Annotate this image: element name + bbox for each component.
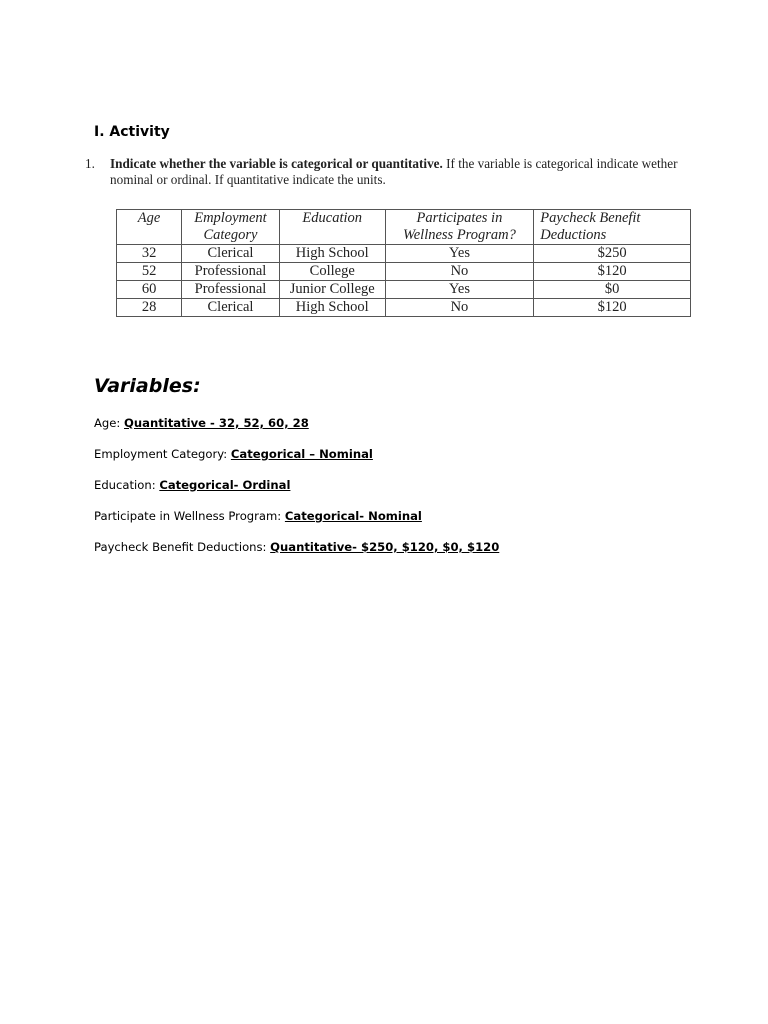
section-heading: I. Activity	[94, 124, 170, 140]
cell-education: Junior College	[279, 281, 385, 299]
cell-age: 28	[117, 299, 182, 317]
cell-age: 60	[117, 281, 182, 299]
variable-value: Categorical – Nominal	[230, 447, 373, 461]
cell-employment: Clerical	[182, 245, 280, 263]
cell-participates: No	[385, 263, 534, 281]
header-line: Participates in	[416, 210, 503, 226]
cell-education: High School	[279, 299, 385, 317]
variable-wellness-program	[94, 509, 422, 523]
data-table	[116, 209, 691, 317]
variable-label: Paycheck Benefit Deductions:	[94, 540, 271, 554]
cell-education: College	[279, 263, 385, 281]
cell-participates: Yes	[385, 281, 534, 299]
cell-age: 32	[117, 245, 182, 263]
variable-label: Age:	[94, 416, 125, 430]
variable-value: Quantitative- $250, $120, $0, $120	[270, 540, 500, 554]
cell-education: High School	[279, 245, 385, 263]
cell-employment: Clerical	[182, 299, 280, 317]
table-row	[117, 245, 691, 263]
table-header-row	[117, 210, 691, 245]
question-number: 1.	[85, 156, 95, 171]
variable-paycheck-deductions	[94, 540, 499, 554]
cell-age: 52	[117, 263, 182, 281]
header-education	[279, 210, 385, 245]
table-row	[117, 299, 691, 317]
cell-employment: Professional	[182, 281, 280, 299]
variables-title: Variables:	[94, 375, 201, 397]
variable-value: Categorical- Ordinal	[159, 478, 291, 492]
variable-label: Participate in Wellness Program:	[94, 509, 285, 523]
cell-employment: Professional	[182, 263, 280, 281]
variable-education	[94, 478, 290, 492]
header-line: Paycheck Benefit	[540, 210, 641, 226]
cell-deductions: $120	[534, 299, 691, 317]
header-employment-category	[182, 210, 280, 245]
question-bold-text: Indicate whether the variable is categorical or quantitative.	[110, 156, 443, 171]
header-line: Education	[302, 210, 363, 226]
variable-value: Categorical- Nominal	[284, 509, 422, 523]
question-rest-text: If the variable is categorical indicate wether nominal or ordinal. If quantitative indicate the units.	[110, 156, 678, 187]
header-line: Category	[203, 227, 258, 243]
cell-deductions: $250	[534, 245, 691, 263]
header-line: Employment	[194, 210, 267, 226]
variable-label: Education:	[94, 478, 160, 492]
cell-deductions: $0	[534, 281, 691, 299]
cell-participates: Yes	[385, 245, 534, 263]
header-participates	[385, 210, 534, 245]
variable-age	[94, 416, 309, 430]
header-paycheck-deductions	[534, 210, 691, 245]
header-line: Wellness Program?	[402, 227, 516, 243]
cell-deductions: $120	[534, 263, 691, 281]
variable-label: Employment Category:	[94, 447, 231, 461]
header-line: Deductions	[540, 227, 607, 243]
variable-employment-category	[94, 447, 373, 461]
variable-value: Quantitative - 32, 52, 60, 28	[124, 416, 309, 430]
header-age	[117, 210, 182, 245]
table-row	[117, 263, 691, 281]
question-text	[110, 156, 685, 188]
table-row	[117, 281, 691, 299]
header-line: Age	[137, 210, 161, 226]
cell-participates: No	[385, 299, 534, 317]
